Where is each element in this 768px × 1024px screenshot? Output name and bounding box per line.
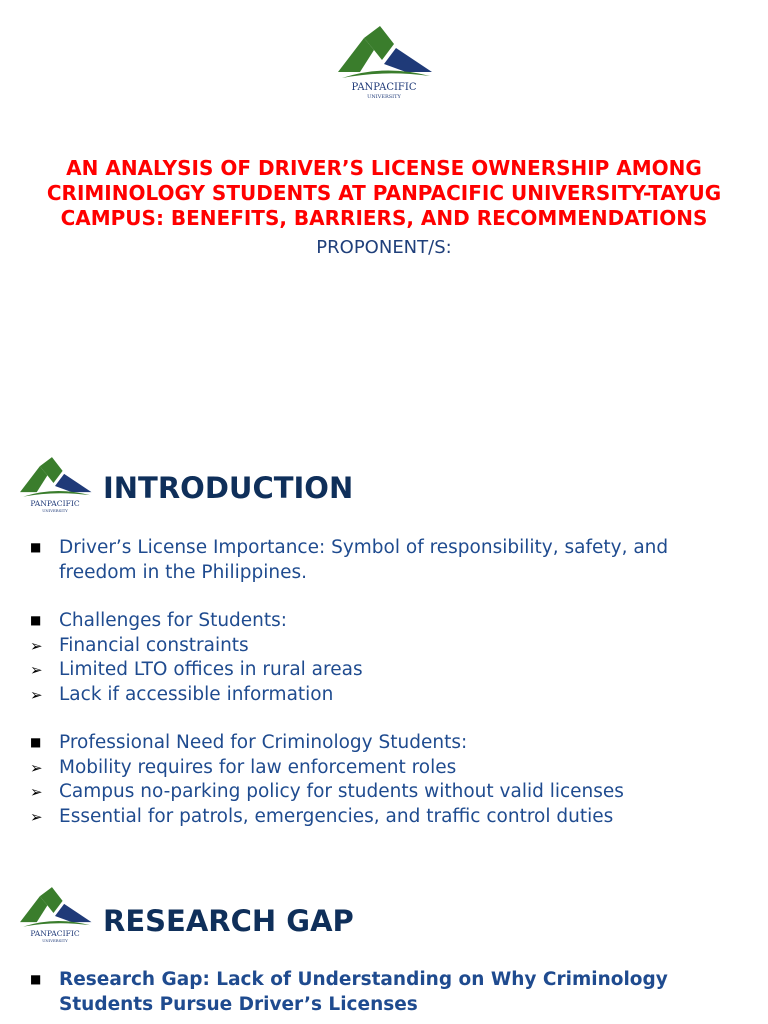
arrow-bullet-icon: ➢ [30,783,43,801]
arrow-bullet-icon: ➢ [30,685,43,704]
arrow-bullet-icon: ➢ [30,661,43,679]
svg-text:UNIVERSITY: UNIVERSITY [42,507,68,513]
proponent-label: PROPONENT/S: [316,237,452,258]
section-heading: RESEARCH GAP [103,904,354,938]
title-line: CRIMINOLOGY STUDENTS AT PANPACIFIC UNIVERSITY-TAYUG [46,181,722,205]
panpacific-logo [17,450,93,516]
list-item: ■ Professional Need for Criminology Students: [30,732,468,753]
research-gap-list [30,968,750,1017]
panpacific-logo [17,880,93,946]
panpacific-logo [334,20,434,100]
introduction-list [30,536,750,829]
list-item: ■ Challenges for Students: [30,610,288,631]
list-item: ■ Research Gap: Lack of Understanding on Why Criminology Students Pursue Driver’s Licenses [30,969,668,1015]
list-item: ➢ Lack if accessible information [30,683,334,705]
section-heading: INTRODUCTION [103,471,354,505]
list-item: ➢ Limited LTO offices in rural areas [30,659,363,680]
title-line: CAMPUS: BENEFITS, BARRIERS, AND RECOMMENDATIONS [60,206,708,230]
svg-text:UNIVERSITY: UNIVERSITY [42,937,68,943]
svg-text:UNIVERSITY: UNIVERSITY [367,94,401,100]
bullet-icon: ■ [30,735,42,749]
arrow-bullet-icon: ➢ [30,636,43,655]
title-line: AN ANALYSIS OF DRIVER’S LICENSE OWNERSHIP AMONG [66,156,702,180]
svg-text:PANPACIFIC: PANPACIFIC [30,498,80,508]
list-item: ➢ Financial constraints [30,634,249,656]
list-item: ➢ Essential for patrols, emergencies, and traffic control duties [30,805,614,827]
bullet-icon: ■ [30,540,42,554]
title-slide [0,0,768,420]
list-item: ➢ Mobility requires for law enforcement roles [30,756,457,778]
svg-text:PANPACIFIC: PANPACIFIC [30,928,80,938]
arrow-bullet-icon: ➢ [30,758,43,777]
bullet-icon: ■ [30,972,42,986]
research-gap-slide [0,870,768,1024]
svg-text:PANPACIFIC: PANPACIFIC [351,82,417,93]
presentation-title [10,156,758,231]
bullet-icon: ■ [30,613,42,627]
introduction-slide [0,440,768,860]
list-item: ➢ Campus no-parking policy for students without valid licenses [30,781,624,802]
arrow-bullet-icon: ➢ [30,807,43,826]
list-item: ■ Driver’s License Importance: Symbol of responsibility, safety, and freedom in the Philippines. [30,537,669,583]
